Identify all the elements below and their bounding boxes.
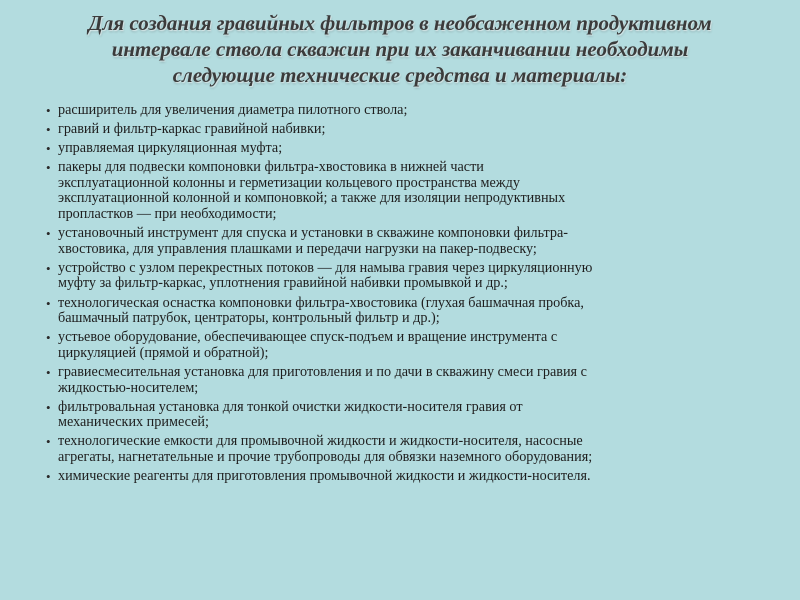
bullet-item	[46, 102, 758, 119]
bullet-dot-icon: •	[46, 330, 51, 346]
bullet-text-line: управляемая циркуляционная муфта;	[58, 140, 283, 157]
bullet-text-line: химические реагенты для приготовления промывочной жидкости и жидкости-носителя.	[58, 467, 591, 484]
bullet-item	[46, 225, 758, 257]
bullet-item	[46, 259, 758, 292]
bullet-item	[46, 294, 758, 327]
bullet-text-line: расширитель для увеличения диаметра пилотного ствола;	[58, 102, 408, 118]
bullet-item	[46, 121, 758, 138]
bullet-item	[46, 159, 758, 223]
bullet-dot-icon: •	[46, 364, 51, 380]
bullet-item	[46, 398, 758, 431]
bullet-text-line: башмачный патрубок, центраторы, контрольный фильтр и др.);	[58, 310, 440, 327]
bullet-text-line: пакеры для подвески компоновки фильтра-хвостовика в нижней части	[58, 159, 484, 176]
bullet-list	[46, 102, 758, 488]
bullet-dot-icon: •	[46, 260, 51, 276]
bullet-text-line: эксплуатационной колонной и компоновкой; а также для изоляции непродуктивных	[58, 190, 566, 207]
bullet-text-line: технологические емкости для промывочной жидкости и жидкости-носителя, насосные	[58, 433, 583, 450]
title-line: Для создания гравийных фильтров в необсаженном продуктивном	[88, 11, 712, 35]
bullet-text-line: пропластков — при необходимости;	[58, 206, 277, 223]
bullet-text-line: устьевое оборудование, обеспечивающее спуск-подъем и вращение инструмента с	[58, 329, 558, 346]
bullet-dot-icon: •	[46, 226, 51, 242]
bullet-text-line: устройство с узлом перекрестных потоков — для намыва гравия через циркуляционную	[58, 259, 593, 276]
bullet-dot-icon: •	[46, 122, 51, 138]
bullet-text-line: технологическая оснастка компоновки фильтра-хвостовика (глухая башмачная пробка,	[58, 294, 584, 311]
bullet-text-line: муфту за фильтр-каркас, уплотнения гравийной набивки промывкой и др.;	[58, 275, 508, 292]
bullet-dot-icon: •	[46, 295, 51, 311]
bullet-dot-icon: •	[46, 399, 51, 415]
bullet-text-line: установочный инструмент для спуска и установки в скважине компоновки фильтра-	[58, 225, 568, 242]
bullet-text-line: эксплуатационной колонны и герметизации кольцевого пространства между	[58, 174, 520, 191]
bullet-item	[46, 363, 758, 396]
slide-title	[40, 10, 760, 88]
bullet-item	[46, 329, 758, 361]
title-line: интервале ствола скважин при их заканчивании необходимы	[111, 37, 689, 61]
bullet-text-line: агрегаты, нагнетательные и прочие трубопроводы для обвязки наземного оборудования;	[58, 448, 593, 465]
bullet-dot-icon: •	[46, 434, 51, 450]
bullet-text-line: хвостовика, для управления плашками и передачи нагрузки на пакер-подвеску;	[58, 240, 537, 257]
bullet-text-line: механических примесей;	[58, 414, 209, 431]
title-line: следующие технические средства и материалы:	[172, 63, 628, 87]
bullet-item	[46, 433, 758, 465]
bullet-text-line: гравий и фильтр-каркас гравийной набивки;	[58, 121, 326, 138]
bullet-dot-icon: •	[46, 468, 51, 484]
bullet-text-line: циркуляцией (прямой и обратной);	[58, 344, 269, 361]
bullet-item	[46, 467, 758, 485]
bullet-text-line: гравиесмесительная установка для приготовления и по дачи в скважину смеси гравия с	[58, 363, 587, 380]
bullet-dot-icon: •	[46, 160, 51, 176]
bullet-text-line: фильтровальная установка для тонкой очистки жидкости-носителя гравия от	[58, 398, 523, 415]
bullet-dot-icon: •	[46, 103, 51, 118]
bullet-item	[46, 140, 758, 157]
bullet-text-line: жидкостью-носителем;	[58, 379, 199, 396]
bullet-dot-icon: •	[46, 141, 51, 157]
